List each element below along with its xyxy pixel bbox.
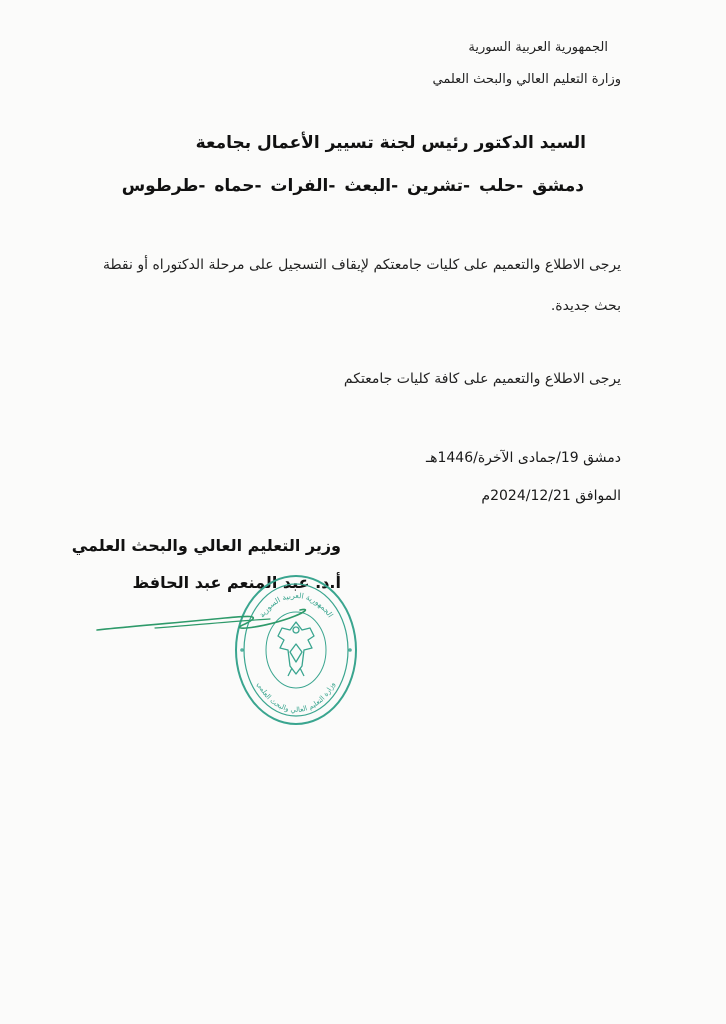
addressee-line-2: دمشق -حلب -تشرين -البعث -الفرات -حماه -طرطوس	[121, 176, 584, 196]
body-paragraph-2: يرجى الاطلاع والتعميم على كافة كليات جامعتكم	[343, 371, 621, 387]
hijri-date: دمشق 19/جمادى الآخرة/1446هـ	[426, 450, 621, 466]
ministry-seal-stamp	[232, 570, 360, 730]
svg-text:وزارة التعليم العالي والبحث ال: وزارة التعليم العالي والبحث العلمي	[255, 680, 337, 715]
addressee-line-1: السيد الدكتور رئيس لجنة تسيير الأعمال بجامعة	[195, 133, 586, 153]
svg-text:الجمهورية العربية السورية: الجمهورية العربية السورية	[257, 590, 335, 620]
signatory-name: أ.د. عبد المنعم عبد الحافظ	[132, 573, 341, 592]
body-paragraph-1-line-2: بحث جديدة.	[550, 298, 621, 314]
gregorian-date: الموافق 2024/12/21م	[481, 488, 621, 504]
header-country: الجمهورية العربية السورية	[468, 40, 608, 55]
signatory-title: وزير التعليم العالي والبحث العلمي	[71, 536, 341, 555]
body-paragraph-1-line-1: يرجى الاطلاع والتعميم على كليات جامعتكم لإيقاف التسجيل على مرحلة الدكتوراه أو نقطة	[102, 257, 621, 273]
header-ministry: وزارة التعليم العالي والبحث العلمي	[432, 72, 621, 87]
handwritten-signature	[95, 598, 315, 643]
